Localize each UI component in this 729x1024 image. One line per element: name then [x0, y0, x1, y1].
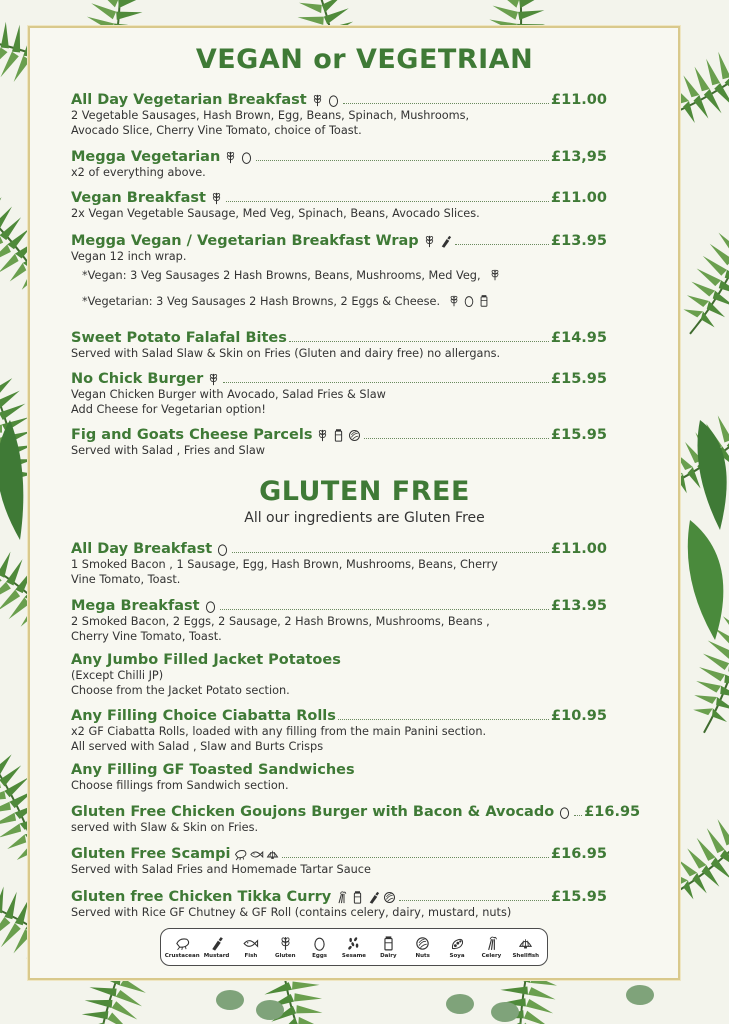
fish-icon [249, 847, 264, 862]
menu-item-header [71, 800, 641, 820]
menu-item-name: Any Filling GF Toasted Sandwiches [71, 762, 355, 778]
wrap-option-text: *Vegetarian: 3 Veg Sausages 2 Hash Browns, 2 Eggs & Cheese. [82, 294, 441, 308]
legend-item [165, 935, 199, 959]
dairy-icon [350, 890, 365, 905]
menu-item-description: Cherry Vine Tomato, Toast. [71, 630, 222, 643]
menu-item-description: Served with Salad Fries and Homemade Tartar Sauce [71, 863, 371, 876]
crustacean-icon [174, 935, 191, 952]
menu-item-description: (Except Chilli JP) [71, 669, 164, 682]
menu-item-description: Choose from the Jacket Potato section. [71, 684, 290, 697]
dotted-leader [223, 382, 549, 383]
menu-item-name: All Day Breakfast [71, 541, 213, 557]
dairy-icon [331, 428, 346, 443]
menu-item-header [71, 704, 607, 724]
menu-item-header [71, 145, 607, 165]
legend-label: Celery [481, 953, 502, 959]
dotted-leader [338, 719, 549, 720]
menu-item-description: Served with Salad Slaw & Skin on Fries (Gluten and dairy free) no allergans. [71, 347, 501, 360]
menu-item-price: £14.95 [551, 330, 607, 346]
egg-icon [311, 935, 328, 952]
menu-item-header [71, 229, 607, 249]
menu-item [71, 758, 607, 793]
legend-label: Eggs [312, 953, 328, 959]
soya-icon [449, 935, 466, 952]
dotted-leader [232, 552, 549, 553]
dotted-leader [399, 900, 549, 901]
fish-icon [242, 935, 259, 952]
menu-item-header [71, 326, 607, 346]
menu-item-description: Vegan Chicken Burger with Avocado, Salad Fries & Slaw [71, 388, 386, 401]
menu-item-name: Any Jumbo Filled Jacket Potatoes [71, 652, 341, 668]
menu-item [71, 594, 607, 644]
allergen-icons [557, 805, 572, 820]
gluten-icon [310, 93, 325, 108]
crustacean-icon [233, 847, 248, 862]
legend-item [509, 935, 543, 959]
egg-icon [557, 805, 572, 820]
menu-item-price: £13.95 [551, 233, 607, 249]
vegan-section-title: VEGAN or VEGETRIAN [195, 44, 534, 75]
allergen-icons [488, 268, 502, 282]
menu-item-price: £16.95 [551, 846, 607, 862]
allergen-icons [223, 150, 254, 165]
allergen-legend [160, 928, 548, 966]
menu-item-price: £16.95 [584, 804, 641, 820]
menu-item-description: Choose fillings from Sandwich section. [71, 779, 289, 792]
dotted-leader [256, 160, 549, 161]
menu-item-name: Megga Vegetarian [71, 149, 221, 165]
gluten-icon [422, 234, 437, 249]
legend-item [303, 935, 337, 959]
menu-item-description: All served with Salad , Slaw and Burts Crisps [71, 740, 324, 753]
legend-item [440, 935, 474, 959]
allergen-icons [310, 93, 341, 108]
legend-label: Mustard [203, 953, 230, 959]
menu-item-name: No Chick Burger [71, 371, 204, 387]
legend-label: Dairy [380, 953, 397, 959]
menu-item [71, 648, 607, 698]
menu-item [71, 186, 607, 221]
legend-label: Soya [449, 953, 465, 959]
wrap-option-text: *Vegan: 3 Veg Sausages 2 Hash Browns, Beans, Mushrooms, Med Veg, [82, 268, 481, 282]
dotted-leader [364, 438, 549, 439]
menu-item-price: £15.95 [551, 889, 607, 905]
menu-item-name: Any Filling Choice Ciabatta Rolls [71, 708, 336, 724]
dotted-leader [220, 609, 549, 610]
legend-item [234, 935, 268, 959]
menu-item-header [71, 537, 607, 557]
sesame-icon [345, 935, 362, 952]
mustard-icon [208, 935, 225, 952]
allergen-icons [422, 234, 453, 249]
celery-icon [334, 890, 349, 905]
menu-item-name: All Day Vegetarian Breakfast [71, 92, 307, 108]
menu-item [71, 88, 607, 138]
menu-item-description: 1 Smoked Bacon , 1 Sausage, Egg, Hash Brown, Mushrooms, Beans, Cherry [71, 558, 498, 571]
gluten-icon [277, 935, 294, 952]
legend-label: Gluten [274, 953, 296, 959]
dairy-icon [380, 935, 397, 952]
menu-item-header [71, 594, 607, 614]
dotted-leader [282, 857, 549, 858]
menu-item [71, 229, 607, 264]
gluten-free-section-title: GLUTEN FREE [259, 476, 470, 507]
celery-icon [483, 935, 500, 952]
gluten-icon [488, 268, 502, 282]
allergen-icons [233, 847, 280, 862]
menu-item [71, 842, 607, 877]
legend-label: Sesame [341, 953, 367, 959]
menu-item-price: £15.95 [551, 371, 607, 387]
egg-icon [239, 150, 254, 165]
menu-item-header [71, 842, 607, 862]
menu-item-description: Vegan 12 inch wrap. [71, 250, 187, 263]
menu-item-header [71, 367, 607, 387]
menu-item-price: £11.00 [551, 541, 607, 557]
menu-item-name: Gluten Free Chicken Goujons Burger with Bacon & Avocado [71, 804, 555, 820]
legend-label: Shellfish [512, 953, 540, 959]
menu-item-price: £15.95 [551, 427, 607, 443]
menu-item-header [71, 88, 607, 108]
gluten-icon [315, 428, 330, 443]
gluten-icon [447, 294, 461, 308]
dairy-icon [477, 294, 491, 308]
mustard-icon [438, 234, 453, 249]
legend-label: Nuts [415, 953, 430, 959]
menu-item-header [71, 758, 607, 778]
wrap-option-note [82, 268, 502, 282]
menu-item-description: x2 GF Ciabatta Rolls, loaded with any filling from the main Panini section. [71, 725, 487, 738]
legend-item [371, 935, 405, 959]
dotted-leader [343, 103, 549, 104]
menu-item-name: Mega Breakfast [71, 598, 200, 614]
menu-item-description: Vine Tomato, Toast. [71, 573, 181, 586]
menu-item [71, 326, 607, 361]
dotted-leader [289, 341, 549, 342]
gluten-icon [223, 150, 238, 165]
menu-item-header [71, 648, 607, 668]
menu-item-price: £11.00 [551, 92, 607, 108]
shellfish-icon [517, 935, 534, 952]
menu-item-name: Sweet Potato Falafal Bites [71, 330, 287, 346]
mustard-icon [366, 890, 381, 905]
menu-item [71, 704, 607, 754]
menu-item [71, 423, 607, 458]
menu-item-name: Fig and Goats Cheese Parcels [71, 427, 313, 443]
menu-item-description: served with Slaw & Skin on Fries. [71, 821, 259, 834]
allergen-icons [447, 294, 491, 308]
menu-item-name: Gluten Free Scampi [71, 846, 231, 862]
menu-item [71, 145, 607, 180]
legend-item [200, 935, 234, 959]
menu-item [71, 800, 641, 835]
dotted-leader [455, 244, 549, 245]
menu-item [71, 367, 607, 417]
legend-item [406, 935, 440, 959]
allergen-icons [215, 542, 230, 557]
menu-item-name: Megga Vegan / Vegetarian Breakfast Wrap [71, 233, 419, 249]
menu-item-description: 2 Vegetable Sausages, Hash Brown, Egg, Beans, Spinach, Mushrooms, [71, 109, 470, 122]
menu-item-description: 2x Vegan Vegetable Sausage, Med Veg, Spinach, Beans, Avocado Slices. [71, 207, 480, 220]
egg-icon [326, 93, 341, 108]
menu-item-name: Gluten free Chicken Tikka Curry [71, 889, 332, 905]
nuts-icon [414, 935, 431, 952]
nuts-icon [347, 428, 362, 443]
menu-item-description: x2 of everything above. [71, 166, 206, 179]
allergen-icons [209, 191, 224, 206]
nuts-icon [382, 890, 397, 905]
dotted-leader [226, 201, 549, 202]
shellfish-icon [265, 847, 280, 862]
allergen-icons [206, 372, 221, 387]
legend-label: Fish [244, 953, 258, 959]
menu-item-price: £13,95 [551, 149, 607, 165]
menu-item-price: £10.95 [551, 708, 607, 724]
egg-icon [215, 542, 230, 557]
menu-item-name: Vegan Breakfast [71, 190, 206, 206]
egg-icon [462, 294, 476, 308]
menu-item-description: Add Cheese for Vegetarian option! [71, 403, 266, 416]
legend-item [474, 935, 508, 959]
menu-item-header [71, 885, 607, 905]
menu-item [71, 537, 607, 587]
legend-item [268, 935, 302, 959]
egg-icon [203, 599, 218, 614]
legend-label: Crustacean [164, 953, 200, 959]
menu-item-description: Served with Salad , Fries and Slaw [71, 444, 266, 457]
menu-item-header [71, 186, 607, 206]
wrap-option-note [82, 294, 491, 308]
menu-item-description: Served with Rice GF Chutney & GF Roll (contains celery, dairy, mustard, nuts) [71, 906, 512, 919]
menu-item [71, 885, 607, 920]
legend-item [337, 935, 371, 959]
menu-item-price: £11.00 [551, 190, 607, 206]
gluten-free-subtitle: All our ingredients are Gluten Free [244, 510, 485, 526]
menu-item-header [71, 423, 607, 443]
menu-item-price: £13.95 [551, 598, 607, 614]
menu-item-description: 2 Smoked Bacon, 2 Eggs, 2 Sausage, 2 Hash Browns, Mushrooms, Beans , [71, 615, 490, 628]
dotted-leader [574, 815, 582, 816]
allergen-icons [315, 428, 362, 443]
allergen-icons [203, 599, 218, 614]
gluten-icon [209, 191, 224, 206]
gluten-icon [206, 372, 221, 387]
allergen-icons [334, 890, 397, 905]
menu-item-description: Avocado Slice, Cherry Vine Tomato, choice of Toast. [71, 124, 362, 137]
